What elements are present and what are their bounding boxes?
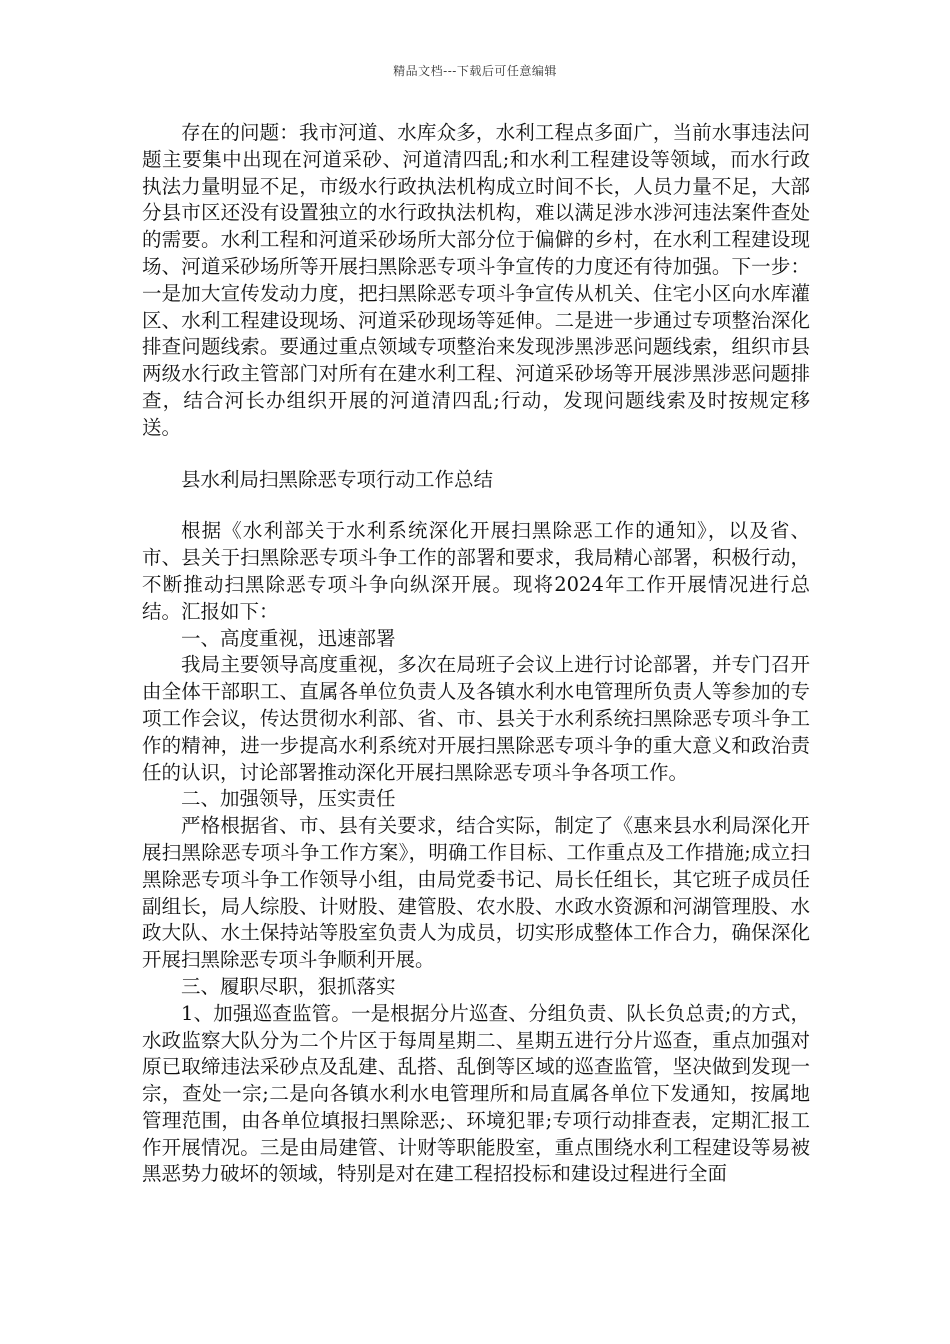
paragraph-section-2: 严格根据省、市、县有关要求，结合实际，制定了《惠来县水利局深化开展扫黑除恶专项斗争工作方案》，明确工作目标、工作重点及工作措施;成立扫黑除恶专项斗争工作领导小组，由局党委书记、局长任组长，其它班子成员任副组长，局人综股、计财股、建管股、农水股、水政水资源和河湖管理股、水政大队、水土保持站等股室负责人为成员，切实形成整体工作合力，确保深化开展扫黑除恶专项斗争顺利开展。 — [142, 814, 810, 972]
paragraph-problems: 存在的问题：我市河道、水库众多，水利工程点多面广，当前水事违法问题主要集中出现在河道采砂、河道清四乱;和水利工程建设等领域，而水行政执法力量明显不足，市级水行政执法机构成立时间不长，人员力量不足，大部分县市区还没有设置独立的水行政执法机构，难以满足涉水涉河违法案件查处的需要。水利工程和河道采砂场所大部分位于偏僻的乡村，在水利工程建设现场、河道采砂场所等开展扫黑除恶专项斗争宣传的力度还有待加强。下一步：一是加大宣传发动力度，把扫黑除恶专项斗争宣传从机关、住宅小区向水库灌区、水利工程建设现场、河道采砂现场等延伸。二是进一步通过专项整治深化排查问题线索。要通过重点领域专项整治来发现涉黑涉恶问题线索，组织市县两级水行政主管部门对所有在建水利工程、河道采砂场等开展涉黑涉恶问题排查，结合河长办组织开展的河道清四乱;行动，发现问题线索及时按规定移送。 — [142, 121, 810, 439]
paragraph-intro: 根据《水利部关于水利系统深化开展扫黑除恶工作的通知》，以及省、市、县关于扫黑除恶专项斗争工作的部署和要求，我局精心部署，积极行动，不断推动扫黑除恶专项斗争向纵深开展。现将2024年工作开展情况进行总结。汇报如下： — [142, 519, 810, 623]
section-heading-1: 一、高度重视，迅速部署 — [181, 626, 396, 650]
page-header: 精品文档---下载后可任意编辑 — [393, 64, 557, 78]
document-title: 县水利局扫黑除恶专项行动工作总结 — [181, 467, 494, 491]
section-heading-3: 三、履职尽职，狠抓落实 — [181, 974, 396, 998]
document-body — [142, 120, 810, 1188]
paragraph-section-3: 1、加强巡查监管。一是根据分片巡查、分组负责、队长负总责;的方式，水政监察大队分为二个片区于每周星期二、星期五进行分片巡查，重点加强对原已取缔违法采砂点及乱建、乱搭、乱倒等区域的巡查监管，坚决做到发现一宗，查处一宗;二是向各镇水利水电管理所和局直属各单位下发通知，按属地管理范围，由各单位填报扫黑除恶;、环境犯罪;专项行动排查表，定期汇报工作开展情况。三是由局建管、计财等职能股室，重点围绕水利工程建设等易被黑恶势力破坏的领域，特别是对在建工程招投标和建设过程进行全面 — [142, 1001, 810, 1186]
paragraph-section-1: 我局主要领导高度重视，多次在局班子会议上进行讨论部署，并专门召开由全体干部职工、直属各单位负责人及各镇水利水电管理所负责人等参加的专项工作会议，传达贯彻水利部、省、市、县关于水利系统扫黑除恶专项斗争工作的精神，进一步提高水利系统对开展扫黑除恶专项斗争的重大意义和政治责任的认识，讨论部署推动深化开展扫黑除恶专项斗争各项工作。 — [142, 653, 810, 784]
section-heading-2: 二、加强领导，压实责任 — [181, 787, 396, 811]
